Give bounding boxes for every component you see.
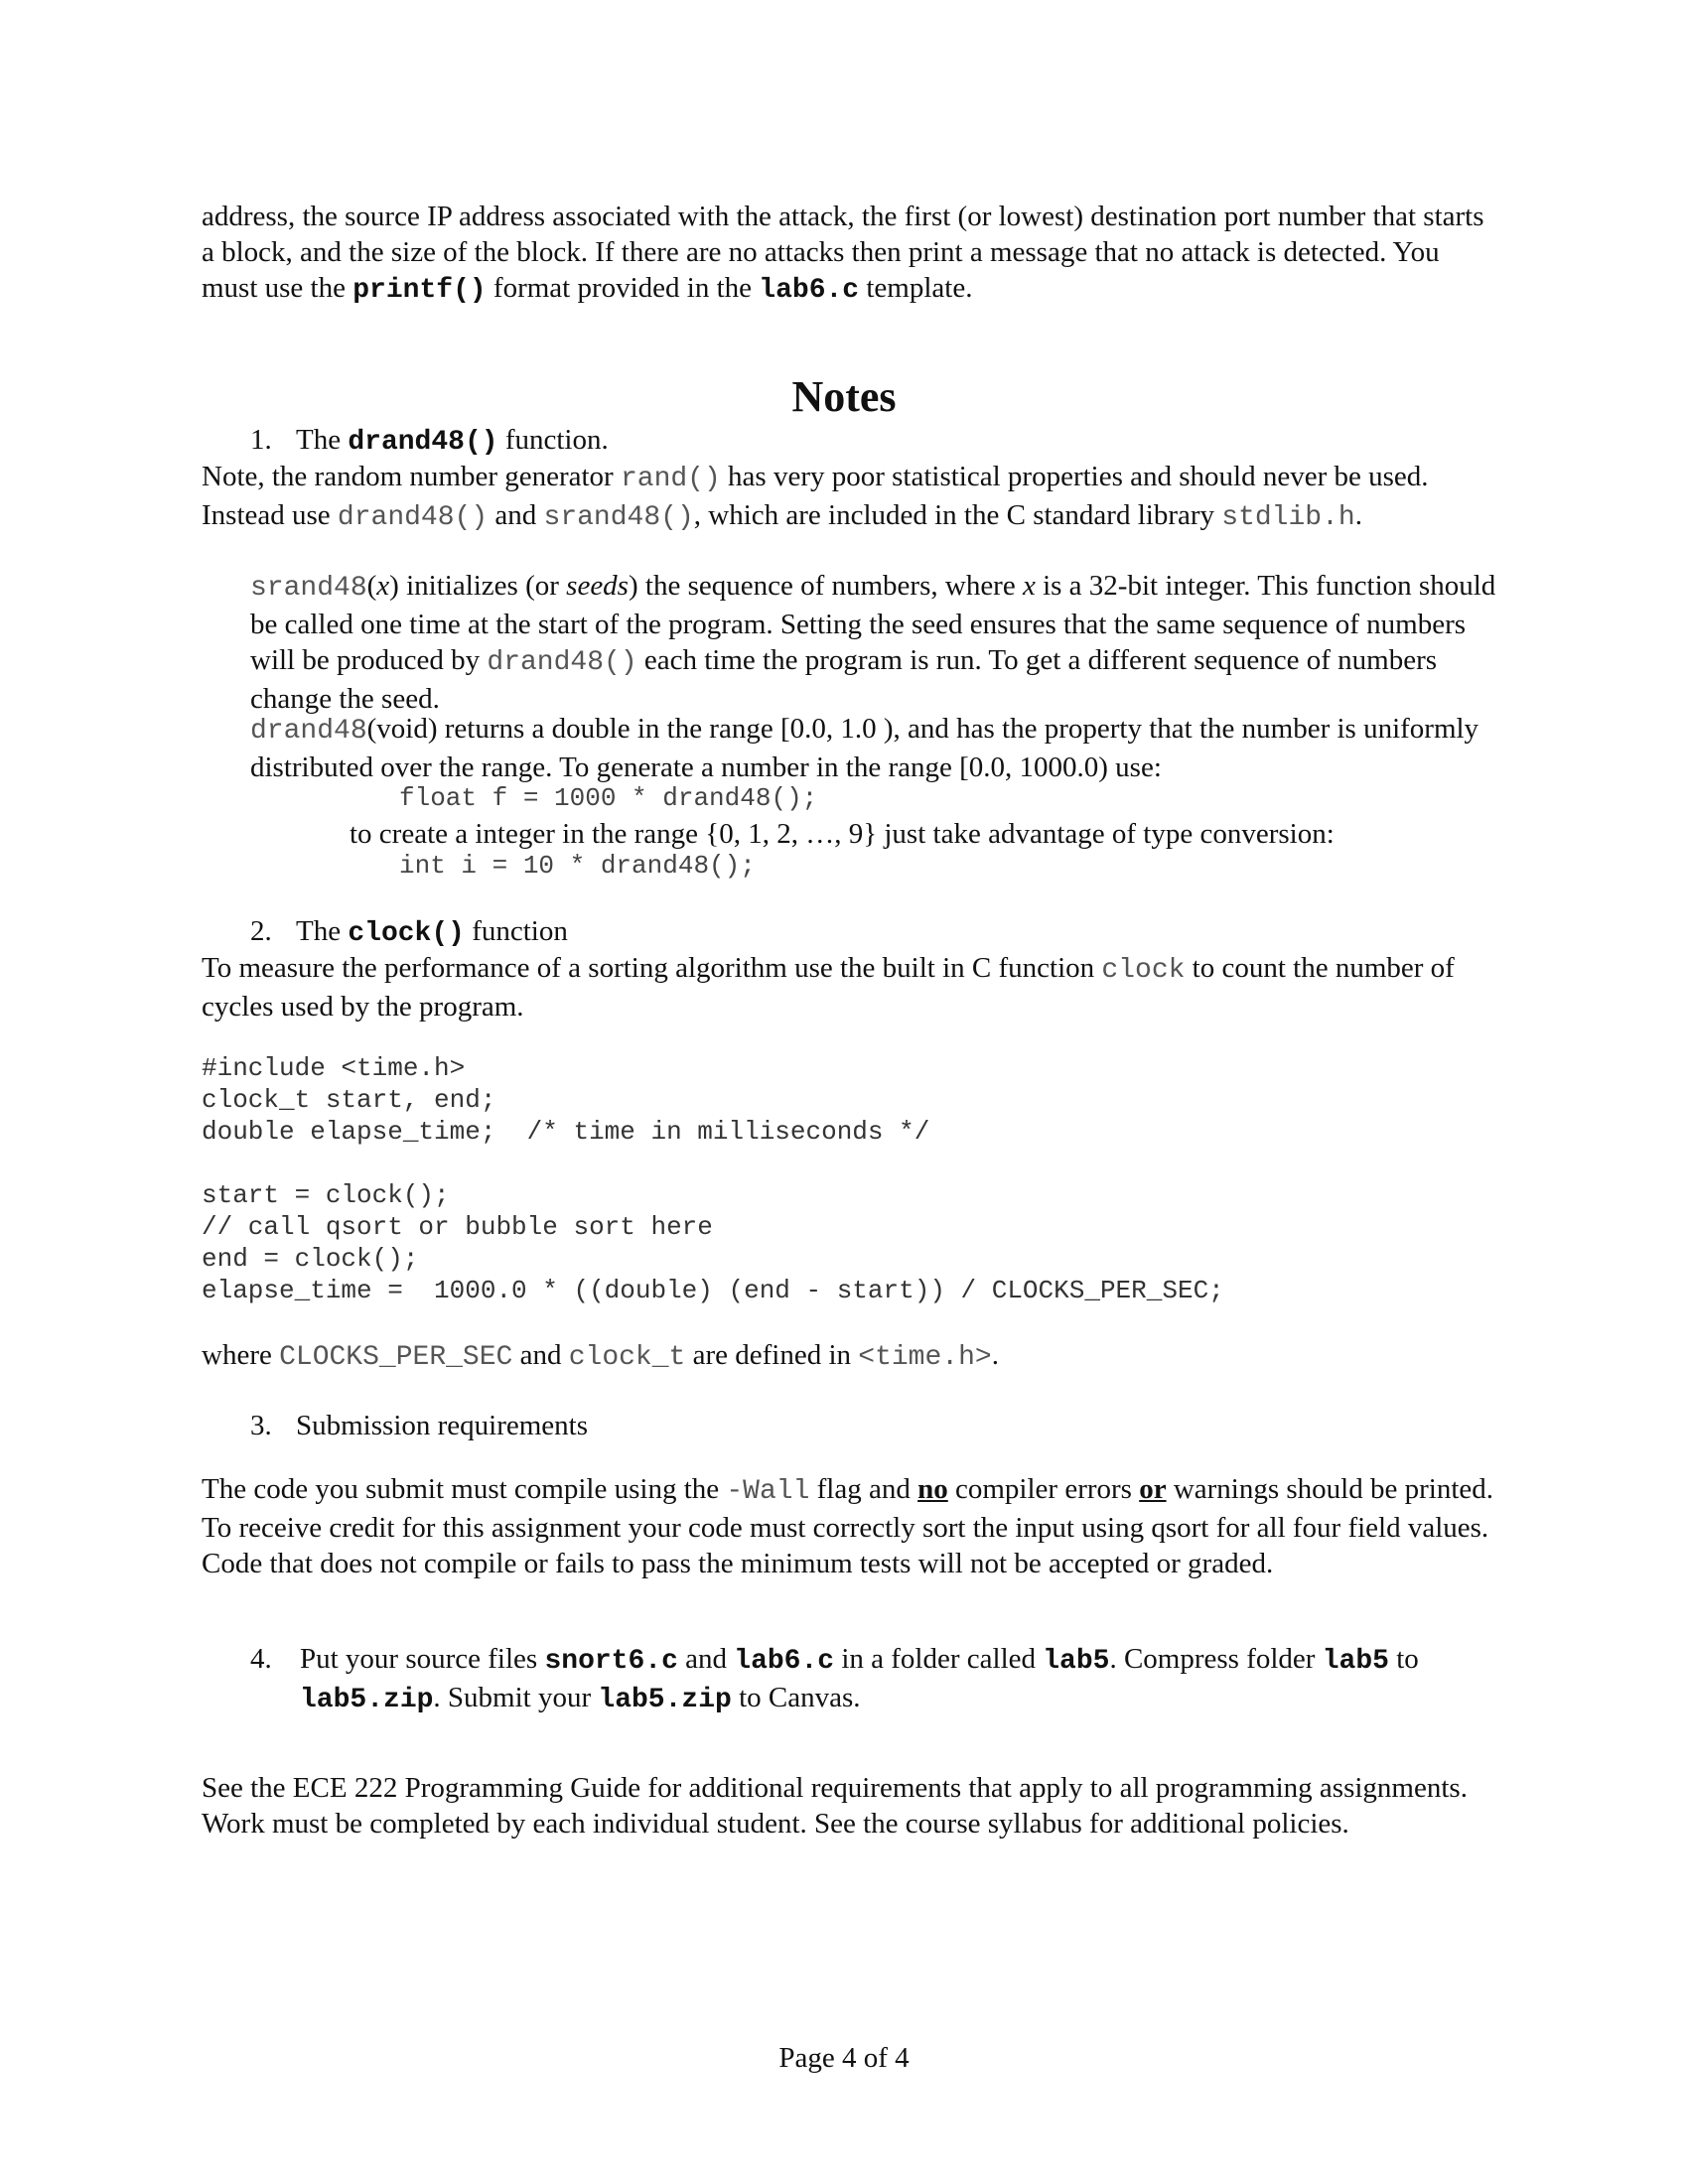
- item-4-code-snort6: snort6.c: [544, 1646, 678, 1677]
- srand-seeds: seeds: [566, 570, 629, 602]
- item-3-number: 3.: [250, 1410, 272, 1441]
- where-paragraph: [202, 1337, 1502, 1376]
- item-4-code-lab5: lab5: [1043, 1646, 1110, 1677]
- code-line-6: // call qsort or bubble sort here: [202, 1212, 713, 1242]
- p4-text-2: flag and: [809, 1473, 918, 1505]
- item-2-post: function: [464, 915, 568, 947]
- srand48-definition: [250, 568, 1501, 717]
- guide-paragraph: See the ECE 222 Programming Guide for additional requirements that apply to all programming assignments. Work must be completed by each individual student. See the course syllabus for additional policies.: [202, 1772, 1468, 1840]
- p2-text-2: to count the number of cycles used by the program.: [202, 952, 1455, 1023]
- srand-paren-close: ): [389, 570, 399, 602]
- code-line-5: start = clock();: [202, 1180, 450, 1210]
- item-4-text-6: . Submit your: [433, 1682, 599, 1713]
- code-line-7: end = clock();: [202, 1244, 419, 1274]
- intro-text-1: address, the source IP address associated with the attack, the first (or lowest) destination port number that starts a block, and the size of the block. If there are no attacks then print a message that no attack is detected. You must use the: [202, 201, 1484, 304]
- clock-paragraph: [202, 950, 1502, 1024]
- item-1-code: drand48(): [348, 427, 498, 458]
- code-line-3: double elapse_time; /* time in milliseconds */: [202, 1117, 930, 1147]
- p2-code-clock: clock: [1101, 955, 1186, 986]
- p3-code-clocks: CLOCKS_PER_SEC: [279, 1342, 513, 1373]
- code-line-2: clock_t start, end;: [202, 1085, 496, 1115]
- p4-text-4: warnings should be printed. To receive credit for this assignment your code must correctly sort the input using qsort for all four field values. Code that does not compile or fails to pass the minimum tests will not be accepted or graded.: [202, 1473, 1493, 1579]
- srand-code-drand48: drand48(): [487, 647, 637, 678]
- srand-text-3: is a 32-bit integer. This function should be called one time at the start of the program. Setting the seed ensures that the same sequence of numbers will be produced by: [250, 570, 1496, 676]
- note-item-4: [250, 1641, 1551, 1718]
- srand-text-2: ) the sequence of numbers, where: [628, 570, 1023, 602]
- drand-code-example-1: float f = 1000 * drand48();: [399, 783, 818, 813]
- p1-text-1: Note, the random number generator: [202, 461, 621, 492]
- srand-text-4: each time the program is run. To get a different sequence of numbers change the seed.: [250, 644, 1438, 715]
- notes-heading: Notes: [791, 372, 897, 421]
- p3-code-time-h: <time.h>: [858, 1342, 992, 1373]
- p1-text-5: .: [1354, 499, 1362, 531]
- submission-paragraph: [202, 1471, 1502, 1581]
- srand-code: srand48: [250, 573, 367, 604]
- item-4-text-1: Put your source files: [300, 1643, 545, 1675]
- code-line-1: #include <time.h>: [202, 1053, 466, 1083]
- item-4-code-zip-2: lab5.zip: [598, 1685, 732, 1715]
- item-4-code-lab6: lab6.c: [734, 1646, 835, 1677]
- srand-text-1: initializes (or: [398, 570, 567, 602]
- item-3-text: Submission requirements: [296, 1410, 589, 1441]
- code-line-8: elapse_time = 1000.0 * ((double) (end - start)) / CLOCKS_PER_SEC;: [202, 1276, 1224, 1305]
- item-4-text-7: to Canvas.: [731, 1682, 861, 1713]
- p1-code-stdlib: stdlib.h: [1221, 502, 1355, 533]
- p3-code-clock-t: clock_t: [568, 1342, 686, 1373]
- item-1-post: function.: [497, 424, 609, 456]
- intro-paragraph: [202, 199, 1502, 309]
- item-1-pre: The: [296, 424, 349, 456]
- intro-text-2: format provided in the: [486, 272, 760, 304]
- p3-text-1: where: [202, 1339, 280, 1371]
- item-4-text-4: . Compress folder: [1109, 1643, 1323, 1675]
- item-1-number: 1.: [250, 424, 272, 456]
- note-item-3: [250, 1408, 1551, 1443]
- drand-text-1: (void) returns a double in the range [0.0, 1.0 ), and has the property that the number is uniformly distributed over the range. To generate a number in the range [0.0, 1000.0) use:: [250, 713, 1479, 783]
- drand-code: drand48: [250, 716, 367, 747]
- intro-code-lab6: lab6.c: [759, 275, 860, 306]
- item-2-pre: The: [296, 915, 349, 947]
- p4-text-3: compiler errors: [947, 1473, 1140, 1505]
- drand-text-2: to create a integer in the range {0, 1, 2, …, 9} just take advantage of type conversion:: [350, 818, 1335, 850]
- item-2-number: 2.: [250, 915, 272, 947]
- note-item-2: [250, 913, 1551, 952]
- item-4-code-lab5-2: lab5: [1322, 1646, 1389, 1677]
- intro-text-3: template.: [859, 272, 973, 304]
- p4-or: or: [1139, 1473, 1167, 1505]
- srand-x: x: [1022, 570, 1036, 602]
- drand-intro-paragraph: [202, 459, 1502, 536]
- p1-text-4: , which are included in the C standard library: [693, 499, 1222, 531]
- drand-code-example-2: int i = 10 * drand48();: [399, 851, 756, 881]
- item-4-number: 4.: [250, 1643, 272, 1675]
- p3-text-2: and: [512, 1339, 569, 1371]
- p1-text-3: and: [488, 499, 544, 531]
- item-4-code-zip: lab5.zip: [300, 1685, 434, 1715]
- item-4-text-3: in a folder called: [834, 1643, 1044, 1675]
- p1-code-rand: rand(): [620, 464, 721, 494]
- p1-code-drand48: drand48(): [337, 502, 489, 533]
- item-4-text-2: and: [677, 1643, 735, 1675]
- p4-text-1: The code you submit must compile using the: [202, 1473, 727, 1505]
- note-item-1: [250, 422, 1551, 461]
- p2-text-1: To measure the performance of a sorting algorithm use the built in C function: [202, 952, 1102, 984]
- p3-text-4: .: [991, 1339, 999, 1371]
- p1-code-srand48: srand48(): [543, 502, 694, 533]
- srand-paren-open: (: [366, 570, 377, 602]
- drand48-definition: [250, 711, 1501, 785]
- item-2-code: clock(): [348, 918, 465, 949]
- srand-arg: x: [376, 570, 390, 602]
- p4-no: no: [917, 1473, 948, 1505]
- p4-code-wall: -Wall: [726, 1476, 810, 1507]
- page-number: Page 4 of 4: [778, 2042, 910, 2074]
- item-4-text-5: to: [1388, 1643, 1419, 1675]
- intro-code-printf: printf(): [352, 275, 487, 306]
- p1-text-2: has very poor statistical properties and should never be used. Instead use: [202, 461, 1429, 531]
- p3-text-3: are defined in: [685, 1339, 859, 1371]
